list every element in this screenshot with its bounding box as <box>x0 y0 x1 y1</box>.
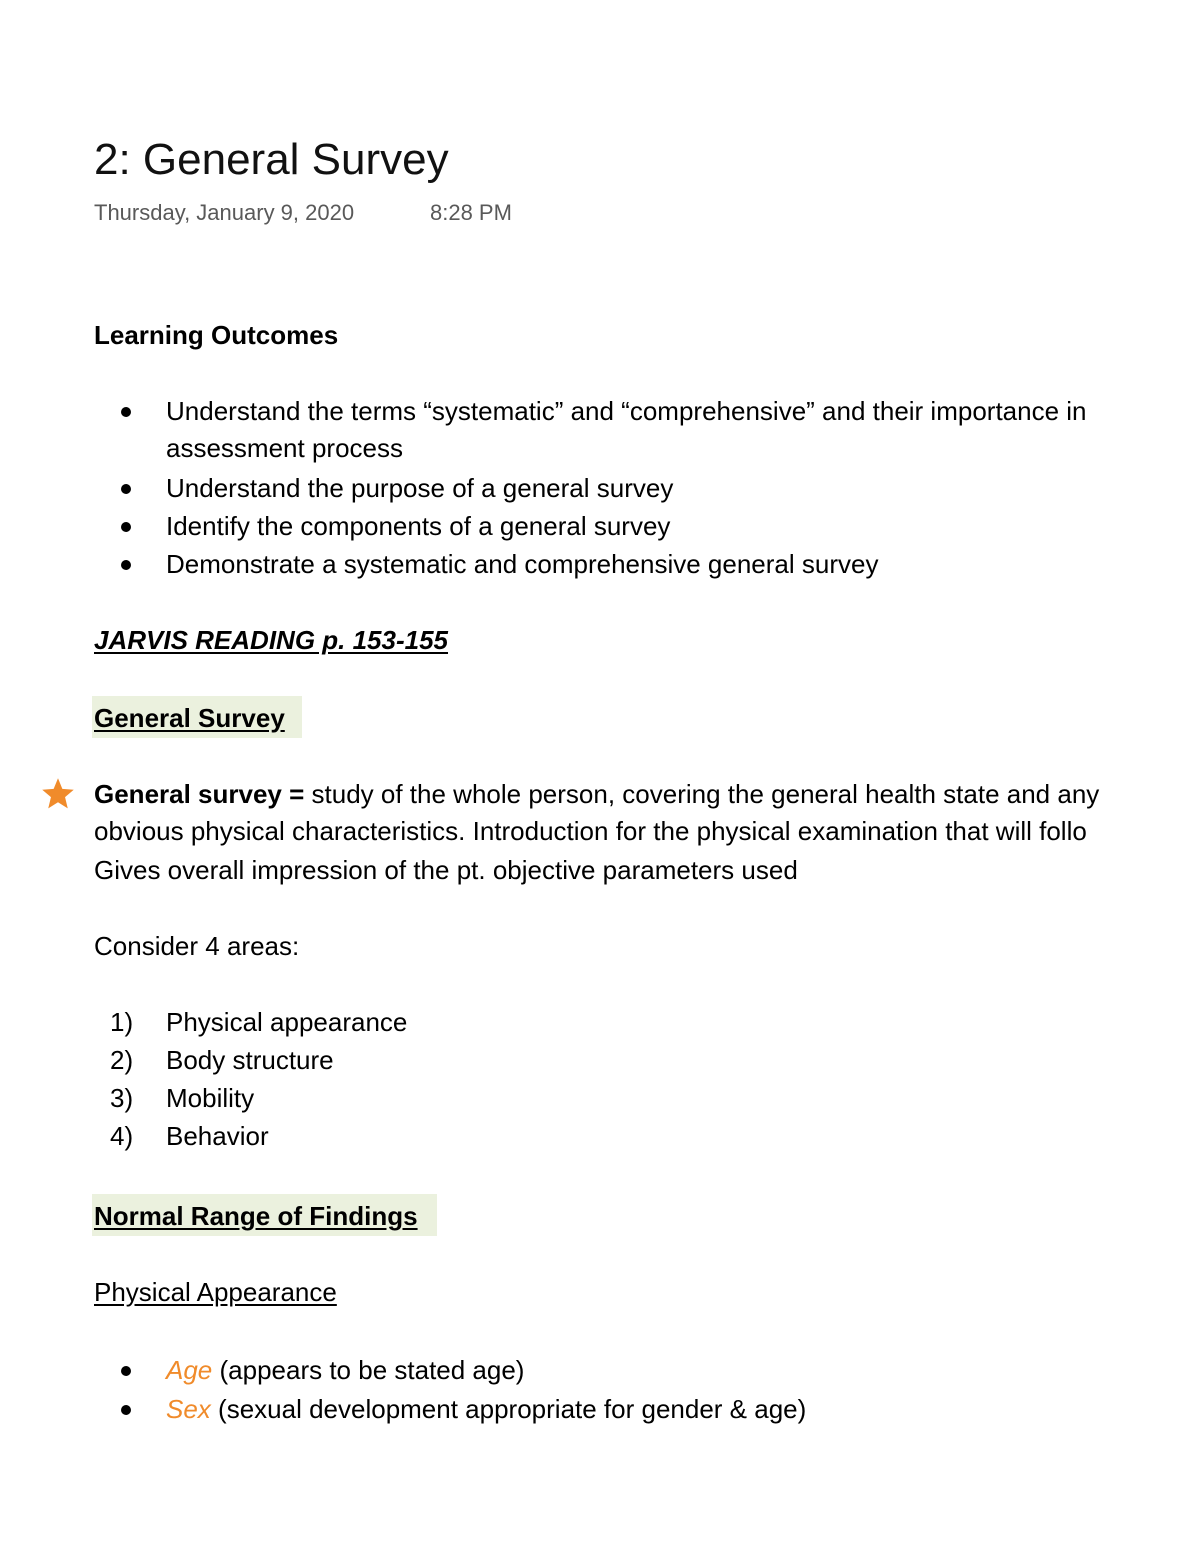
bullet-icon <box>121 484 131 494</box>
general-survey-heading: General Survey <box>94 703 285 733</box>
consider-text: Consider 4 areas: <box>94 931 300 961</box>
page-title: 2: General Survey <box>94 135 449 184</box>
list-item: Understand the terms “systematic” and “comprehensive” and their importance in <box>166 396 1087 426</box>
item-term: Sex <box>166 1394 211 1424</box>
page-date: Thursday, January 9, 2020 <box>94 200 355 225</box>
list-item-continuation: assessment process <box>166 433 403 463</box>
list-item: Physical appearance <box>166 1007 408 1037</box>
list-number: 3) <box>110 1083 134 1113</box>
list-number: 4) <box>110 1121 134 1151</box>
bullet-icon <box>121 407 131 417</box>
bullet-icon <box>121 522 131 532</box>
reading-heading: JARVIS READING p. 153-155 <box>94 625 449 655</box>
physical-appearance-subheading: Physical Appearance <box>94 1277 337 1307</box>
page-time: 8:28 PM <box>430 200 512 225</box>
definition-text: study of the whole person, covering the general health state and any <box>304 779 1100 809</box>
list-item: Understand the purpose of a general survey <box>166 473 674 503</box>
list-item: Mobility <box>166 1083 255 1113</box>
definition-term: General survey = <box>94 779 305 809</box>
list-number: 2) <box>110 1045 134 1075</box>
item-desc: (sexual development appropriate for gender & age) <box>210 1394 807 1424</box>
list-item <box>166 1393 806 1425</box>
definition-line-2: obvious physical characteristics. Introduction for the physical examination that will follo <box>94 816 1087 846</box>
bullet-icon <box>121 1405 131 1415</box>
learning-outcomes-heading: Learning Outcomes <box>94 320 339 350</box>
item-term: Age <box>166 1355 213 1385</box>
definition-line-3: Gives overall impression of the pt. objective parameters used <box>94 855 798 885</box>
list-item: Body structure <box>166 1045 334 1075</box>
bullet-icon <box>121 560 131 570</box>
item-desc: (appears to be stated age) <box>212 1355 525 1385</box>
bullet-icon <box>121 1366 131 1376</box>
list-item <box>166 1354 524 1386</box>
list-item: Identify the components of a general survey <box>166 511 671 541</box>
star-icon <box>40 776 76 812</box>
definition-line-1 <box>94 778 1099 810</box>
list-item: Behavior <box>166 1121 269 1151</box>
normal-range-heading: Normal Range of Findings <box>94 1201 418 1231</box>
list-item: Demonstrate a systematic and comprehensive general survey <box>166 549 879 579</box>
list-number: 1) <box>110 1007 134 1037</box>
